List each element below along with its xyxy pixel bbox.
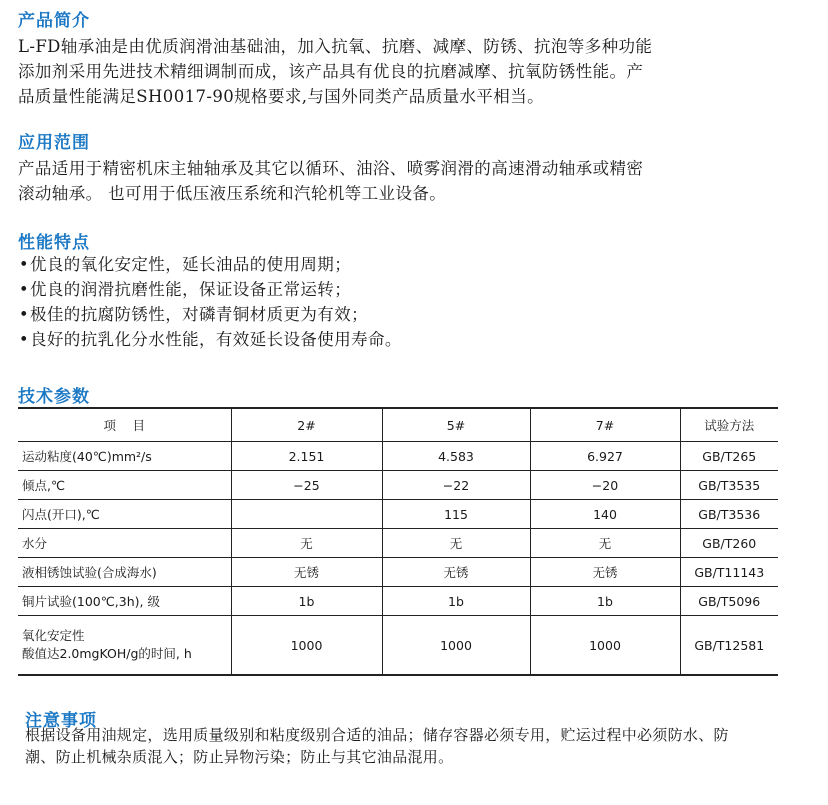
value-cell: −22: [382, 471, 530, 500]
params-heading: 技术参数: [18, 387, 90, 407]
value-cell: 1000: [231, 616, 382, 676]
value-cell: [231, 500, 382, 529]
method-cell: GB/T5096: [680, 587, 778, 616]
item-cell: 水分: [18, 529, 231, 558]
value-cell: −20: [530, 471, 680, 500]
item-cell: 运动粘度(40℃)mm²/s: [18, 442, 231, 471]
item-cell: 铜片试验(100℃,3h), 级: [18, 587, 231, 616]
bullet-icon: •: [18, 305, 30, 324]
notes-paragraph: [25, 724, 815, 768]
item-cell: 闪点(开口),℃: [18, 500, 231, 529]
item-cell: 倾点,℃: [18, 471, 231, 500]
bullet-icon: •: [18, 255, 30, 274]
value-cell: 无: [231, 529, 382, 558]
table-header-row: [18, 408, 778, 442]
list-item: •极佳的抗腐防锈性，对磷青铜材质更为有效；: [18, 302, 808, 327]
value-cell: 2.151: [231, 442, 382, 471]
table-row: [18, 500, 778, 529]
table-row: [18, 616, 778, 676]
value-cell: 1b: [231, 587, 382, 616]
item-cell: 液相锈蚀试验(合成海水): [18, 558, 231, 587]
value-cell: 1b: [530, 587, 680, 616]
method-cell: GB/T11143: [680, 558, 778, 587]
item-cell: [18, 616, 231, 676]
application-paragraph: [18, 156, 818, 206]
method-cell: GB/T265: [680, 442, 778, 471]
table-row: [18, 529, 778, 558]
column-header: 7#: [530, 408, 680, 442]
table-row: [18, 442, 778, 471]
table-row: [18, 558, 778, 587]
method-cell: GB/T3536: [680, 500, 778, 529]
column-header: 2#: [231, 408, 382, 442]
intro-heading: 产品简介: [18, 11, 90, 31]
item-cell-line: 氧化安定性: [22, 628, 85, 643]
notes-line: 根据设备用油规定，选用质量级别和粘度级别合适的油品；储存容器必须专用，贮运过程中必须防水、防: [25, 726, 729, 744]
list-item: •优良的氧化安定性，延长油品的使用周期；: [18, 252, 808, 277]
method-cell: GB/T260: [680, 529, 778, 558]
bullet-icon: •: [18, 280, 30, 299]
value-cell: 无锈: [382, 558, 530, 587]
value-cell: 1000: [530, 616, 680, 676]
intro-line: L-FD轴承油是由优质润滑油基础油，加入抗氧、抗磨、减摩、防锈、抗泡等多种功能: [18, 37, 653, 56]
application-heading: 应用范围: [18, 133, 90, 153]
method-cell: GB/T3535: [680, 471, 778, 500]
features-list: [18, 252, 808, 352]
table-row: [18, 587, 778, 616]
application-line: 产品适用于精密机床主轴轴承及其它以循环、油浴、喷雾润滑的高速滑动轴承或精密: [18, 159, 644, 178]
list-item: •良好的抗乳化分水性能，有效延长设备使用寿命。: [18, 327, 808, 352]
value-cell: 115: [382, 500, 530, 529]
column-header: 5#: [382, 408, 530, 442]
value-cell: 无锈: [530, 558, 680, 587]
value-cell: 1b: [382, 587, 530, 616]
item-cell-line: 酸值达2.0mgKOH/g的时间, h: [22, 646, 192, 661]
features-heading: 性能特点: [18, 233, 90, 253]
intro-line: 品质量性能满足SH0017-90规格要求,与国外同类产品质量水平相当。: [18, 87, 544, 106]
params-table: [18, 407, 778, 676]
value-cell: 140: [530, 500, 680, 529]
value-cell: 无: [530, 529, 680, 558]
column-header: 项 目: [18, 408, 231, 442]
value-cell: 无锈: [231, 558, 382, 587]
value-cell: 4.583: [382, 442, 530, 471]
column-header: 试验方法: [680, 408, 778, 442]
table-row: [18, 471, 778, 500]
value-cell: 1000: [382, 616, 530, 676]
value-cell: 6.927: [530, 442, 680, 471]
intro-line: 添加剂采用先进技术精细调制而成，该产品具有优良的抗磨减摩、抗氧防锈性能。产: [18, 62, 644, 81]
intro-paragraph: [18, 34, 818, 109]
bullet-icon: •: [18, 330, 30, 349]
application-line: 滚动轴承。 也可用于低压液压系统和汽轮机等工业设备。: [18, 184, 447, 203]
notes-line: 潮、防止机械杂质混入；防止异物污染；防止与其它油品混用。: [25, 748, 454, 766]
list-item: •优良的润滑抗磨性能，保证设备正常运转；: [18, 277, 808, 302]
value-cell: 无: [382, 529, 530, 558]
value-cell: −25: [231, 471, 382, 500]
notes-heading: 注意事项: [25, 711, 97, 731]
method-cell: GB/T12581: [680, 616, 778, 676]
